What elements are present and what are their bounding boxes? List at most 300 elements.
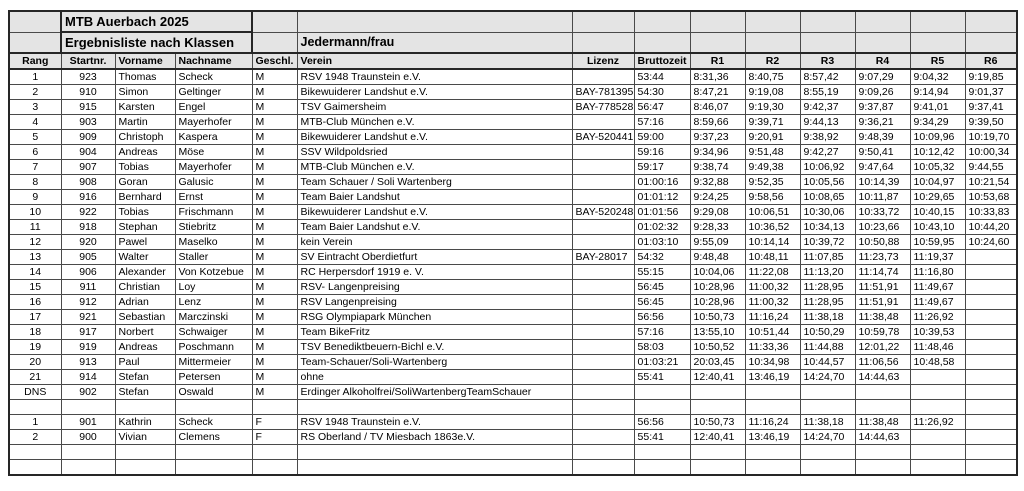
cell-r3: 11:38,18 [800,415,855,430]
cell-geschl: M [252,100,297,115]
cell-nachname: Mayerhofer [175,115,252,130]
cell-bruttozeit [634,400,690,415]
cell-nachname: Staller [175,250,252,265]
empty-cell [634,32,690,53]
col-header-r4: R4 [855,53,910,69]
cell-r5: 10:29,65 [910,190,965,205]
cell-startnr: 904 [61,145,115,160]
cell-startnr: 903 [61,115,115,130]
cell-r5: 10:43,10 [910,220,965,235]
cell-r6: 10:24,60 [965,235,1017,250]
col-header-startnr: Startnr. [61,53,115,69]
cell-vorname: Pawel [115,235,175,250]
list-subtitle: Ergebnisliste nach Klassen [61,32,252,53]
title-row-class [9,32,1017,53]
cell-r4: 9:48,39 [855,130,910,145]
cell-lizenz [572,400,634,415]
cell-r1: 8:47,21 [690,85,745,100]
cell-bruttozeit: 57:16 [634,115,690,130]
cell-verein: Team Baier Landshut e.V. [297,220,572,235]
cell-vorname: Tobias [115,205,175,220]
cell-vorname [115,445,175,460]
empty-cell [252,32,297,53]
cell-r6: 10:44,20 [965,220,1017,235]
col-header-r5: R5 [910,53,965,69]
cell-nachname: Marczinski [175,310,252,325]
table-row [9,250,1017,265]
cell-verein: RSV Langenpreising [297,295,572,310]
cell-r4: 9:09,26 [855,85,910,100]
cell-r2: 11:33,36 [745,340,800,355]
cell-nachname: Scheck [175,415,252,430]
cell-r5 [910,370,965,385]
cell-r2 [745,445,800,460]
table-row [9,295,1017,310]
cell-nachname: Poschmann [175,340,252,355]
cell-bruttozeit: 56:56 [634,415,690,430]
cell-r1: 9:37,23 [690,130,745,145]
cell-verein: TSV Gaimersheim [297,100,572,115]
cell-rang: 21 [9,370,61,385]
cell-verein: RSG Olympiapark München [297,310,572,325]
cell-r1: 10:28,96 [690,295,745,310]
cell-r4: 14:44,63 [855,370,910,385]
cell-nachname: Lenz [175,295,252,310]
cell-r2: 9:52,35 [745,175,800,190]
col-header-verein: Verein [297,53,572,69]
cell-bruttozeit: 01:03:21 [634,355,690,370]
cell-r2: 11:16,24 [745,415,800,430]
cell-startnr [61,460,115,476]
table-row [9,415,1017,430]
cell-r6 [965,280,1017,295]
cell-startnr: 920 [61,235,115,250]
cell-geschl: M [252,370,297,385]
cell-geschl: M [252,175,297,190]
col-header-r3: R3 [800,53,855,69]
cell-r2: 9:39,71 [745,115,800,130]
cell-geschl: M [252,85,297,100]
cell-lizenz [572,190,634,205]
cell-startnr: 914 [61,370,115,385]
cell-r6 [965,340,1017,355]
cell-r6 [965,445,1017,460]
empty-cell [745,11,800,32]
table-row [9,280,1017,295]
cell-bruttozeit: 59:17 [634,160,690,175]
cell-r1: 12:40,41 [690,370,745,385]
cell-verein: Bikewuiderer Landshut e.V. [297,130,572,145]
cell-r4: 11:51,91 [855,295,910,310]
cell-r6: 10:19,70 [965,130,1017,145]
cell-rang: 17 [9,310,61,325]
cell-bruttozeit: 53:44 [634,69,690,85]
table-row [9,400,1017,415]
empty-cell [572,11,634,32]
cell-r3: 10:08,65 [800,190,855,205]
cell-rang [9,400,61,415]
cell-r5: 9:34,29 [910,115,965,130]
cell-r3: 14:24,70 [800,370,855,385]
cell-r4: 10:33,72 [855,205,910,220]
cell-r4: 11:23,73 [855,250,910,265]
cell-r3: 10:39,72 [800,235,855,250]
cell-bruttozeit: 55:41 [634,370,690,385]
cell-rang: 15 [9,280,61,295]
cell-startnr: 916 [61,190,115,205]
cell-rang: 5 [9,130,61,145]
cell-r6 [965,250,1017,265]
class-name: Jedermann/frau [297,32,572,53]
cell-startnr: 902 [61,385,115,400]
cell-r3: 11:38,18 [800,310,855,325]
cell-verein [297,460,572,476]
cell-r3: 10:30,06 [800,205,855,220]
cell-lizenz [572,430,634,445]
cell-bruttozeit: 56:45 [634,280,690,295]
table-row [9,190,1017,205]
cell-r3: 11:28,95 [800,280,855,295]
cell-startnr: 911 [61,280,115,295]
cell-startnr: 913 [61,355,115,370]
table-row [9,175,1017,190]
cell-r6 [965,355,1017,370]
table-row [9,430,1017,445]
cell-bruttozeit: 55:41 [634,430,690,445]
cell-r3: 11:07,85 [800,250,855,265]
cell-r2: 13:46,19 [745,430,800,445]
cell-verein: Team-Schauer/Soli-Wartenberg [297,355,572,370]
cell-verein: TSV Benediktbeuern-Bichl e.V. [297,340,572,355]
cell-bruttozeit: 59:00 [634,130,690,145]
cell-r4: 11:38,48 [855,415,910,430]
cell-rang: 1 [9,69,61,85]
cell-r4: 11:51,91 [855,280,910,295]
cell-r4: 10:14,39 [855,175,910,190]
cell-r6: 10:00,34 [965,145,1017,160]
cell-lizenz [572,370,634,385]
cell-bruttozeit: 54:30 [634,85,690,100]
cell-rang: 7 [9,160,61,175]
cell-r4: 10:23,66 [855,220,910,235]
table-row [9,325,1017,340]
cell-r2: 9:58,56 [745,190,800,205]
cell-geschl: M [252,265,297,280]
cell-r2: 9:20,91 [745,130,800,145]
cell-nachname: Galusic [175,175,252,190]
cell-nachname [175,460,252,476]
results-table [8,10,1018,476]
cell-bruttozeit: 56:56 [634,310,690,325]
cell-r2: 10:51,44 [745,325,800,340]
empty-cell [910,32,965,53]
cell-r3: 8:57,42 [800,69,855,85]
cell-nachname: Geltinger [175,85,252,100]
empty-cell [9,32,61,53]
cell-r6: 9:19,85 [965,69,1017,85]
col-header-bruttozeit: Bruttozeit [634,53,690,69]
cell-nachname [175,400,252,415]
empty-cell [855,32,910,53]
cell-vorname: Paul [115,355,175,370]
cell-r6: 10:33,83 [965,205,1017,220]
cell-bruttozeit: 01:01:56 [634,205,690,220]
cell-geschl [252,460,297,476]
cell-r5: 11:49,67 [910,280,965,295]
cell-lizenz [572,460,634,476]
cell-r6 [965,295,1017,310]
cell-r2: 11:00,32 [745,280,800,295]
cell-r3: 10:44,57 [800,355,855,370]
cell-r5: 10:59,95 [910,235,965,250]
table-row [9,85,1017,100]
cell-vorname: Goran [115,175,175,190]
cell-verein: RC Herpersdorf 1919 e. V. [297,265,572,280]
cell-vorname: Adrian [115,295,175,310]
cell-r2: 9:19,08 [745,85,800,100]
cell-r6 [965,385,1017,400]
cell-startnr: 919 [61,340,115,355]
cell-r1 [690,400,745,415]
cell-r1: 9:55,09 [690,235,745,250]
cell-startnr: 917 [61,325,115,340]
cell-r5: 10:12,42 [910,145,965,160]
cell-verein: RS Oberland / TV Miesbach 1863e.V. [297,430,572,445]
cell-r3: 8:55,19 [800,85,855,100]
table-row [9,355,1017,370]
empty-cell [690,11,745,32]
cell-geschl [252,445,297,460]
cell-geschl: M [252,295,297,310]
cell-r1: 10:04,06 [690,265,745,280]
cell-startnr: 908 [61,175,115,190]
cell-verein: Bikewuiderer Landshut e.V. [297,85,572,100]
cell-rang: 1 [9,415,61,430]
cell-bruttozeit: 57:16 [634,325,690,340]
cell-nachname: Oswald [175,385,252,400]
cell-lizenz [572,445,634,460]
cell-nachname: Schwaiger [175,325,252,340]
cell-verein: MTB-Club München e.V. [297,115,572,130]
cell-verein: ohne [297,370,572,385]
cell-verein: RSV 1948 Traunstein e.V. [297,69,572,85]
table-row [9,160,1017,175]
cell-verein: Team BikeFritz [297,325,572,340]
cell-geschl [252,400,297,415]
cell-rang: 13 [9,250,61,265]
col-header-r6: R6 [965,53,1017,69]
cell-lizenz: BAY-28017 [572,250,634,265]
cell-lizenz [572,115,634,130]
cell-bruttozeit [634,445,690,460]
cell-lizenz [572,220,634,235]
cell-startnr: 905 [61,250,115,265]
cell-bruttozeit: 59:16 [634,145,690,160]
cell-r3: 11:28,95 [800,295,855,310]
cell-bruttozeit [634,385,690,400]
cell-lizenz [572,265,634,280]
table-row [9,220,1017,235]
cell-r1: 9:48,48 [690,250,745,265]
cell-vorname: Christian [115,280,175,295]
cell-r1: 9:34,96 [690,145,745,160]
cell-r3 [800,460,855,476]
cell-r1: 10:50,73 [690,415,745,430]
cell-r1: 10:50,52 [690,340,745,355]
cell-bruttozeit: 01:01:12 [634,190,690,205]
cell-r2: 11:16,24 [745,310,800,325]
empty-cell [800,32,855,53]
cell-startnr: 906 [61,265,115,280]
cell-lizenz [572,355,634,370]
cell-r3: 9:38,92 [800,130,855,145]
cell-lizenz [572,310,634,325]
cell-r4: 9:07,29 [855,69,910,85]
cell-rang: 10 [9,205,61,220]
cell-r5: 10:04,97 [910,175,965,190]
cell-lizenz: BAY-520248 [572,205,634,220]
cell-verein: Erdinger Alkoholfrei/SoliWartenbergTeamSchauer [297,385,572,400]
cell-verein: Team Schauer / Soli Wartenberg [297,175,572,190]
cell-bruttozeit: 58:03 [634,340,690,355]
cell-nachname: Von Kotzebue [175,265,252,280]
cell-r3 [800,445,855,460]
cell-lizenz [572,160,634,175]
cell-r2: 9:19,30 [745,100,800,115]
cell-rang: 12 [9,235,61,250]
empty-cell [634,11,690,32]
cell-r3: 9:42,37 [800,100,855,115]
cell-rang [9,445,61,460]
cell-geschl: M [252,190,297,205]
cell-vorname: Vivian [115,430,175,445]
cell-r4: 10:11,87 [855,190,910,205]
table-row [9,69,1017,85]
column-header-row [9,53,1017,69]
col-header-nachname: Nachname [175,53,252,69]
cell-r3: 10:06,92 [800,160,855,175]
cell-geschl: M [252,355,297,370]
cell-r2 [745,400,800,415]
table-row [9,100,1017,115]
cell-r1: 20:03,45 [690,355,745,370]
cell-r6: 9:44,55 [965,160,1017,175]
cell-lizenz [572,145,634,160]
cell-geschl: M [252,340,297,355]
cell-startnr: 912 [61,295,115,310]
cell-r3: 10:50,29 [800,325,855,340]
cell-r2: 10:14,14 [745,235,800,250]
cell-r3: 9:44,13 [800,115,855,130]
cell-r5: 10:05,32 [910,160,965,175]
cell-r2: 11:22,08 [745,265,800,280]
cell-r3: 10:05,56 [800,175,855,190]
cell-vorname: Walter [115,250,175,265]
empty-cell [800,11,855,32]
col-header-r2: R2 [745,53,800,69]
cell-bruttozeit: 01:02:32 [634,220,690,235]
cell-geschl: M [252,310,297,325]
cell-geschl: M [252,220,297,235]
cell-lizenz [572,235,634,250]
cell-rang: 19 [9,340,61,355]
cell-rang: 18 [9,325,61,340]
cell-geschl: M [252,69,297,85]
table-row [9,235,1017,250]
cell-nachname: Ernst [175,190,252,205]
table-row [9,205,1017,220]
cell-rang: 14 [9,265,61,280]
cell-rang: 20 [9,355,61,370]
cell-vorname: Sebastian [115,310,175,325]
cell-geschl: M [252,205,297,220]
cell-nachname: Scheck [175,69,252,85]
cell-startnr [61,445,115,460]
cell-verein: SSV Wildpoldsried [297,145,572,160]
cell-r6 [965,265,1017,280]
cell-lizenz [572,340,634,355]
cell-r2 [745,460,800,476]
cell-vorname: Simon [115,85,175,100]
cell-vorname [115,460,175,476]
cell-rang: 6 [9,145,61,160]
cell-vorname: Bernhard [115,190,175,205]
cell-geschl: F [252,430,297,445]
cell-geschl: M [252,385,297,400]
cell-rang: 2 [9,85,61,100]
cell-verein: kein Verein [297,235,572,250]
cell-vorname: Christoph [115,130,175,145]
cell-vorname: Tobias [115,160,175,175]
cell-r6 [965,310,1017,325]
col-header-lizenz: Lizenz [572,53,634,69]
cell-verein: Team Baier Landshut [297,190,572,205]
empty-cell [9,11,61,32]
cell-bruttozeit: 56:47 [634,100,690,115]
empty-cell [572,32,634,53]
cell-r2: 13:46,19 [745,370,800,385]
cell-geschl: M [252,130,297,145]
cell-r4: 11:06,56 [855,355,910,370]
empty-cell [745,32,800,53]
cell-bruttozeit: 01:03:10 [634,235,690,250]
cell-bruttozeit [634,460,690,476]
cell-r1: 10:50,73 [690,310,745,325]
cell-r6: 9:01,37 [965,85,1017,100]
cell-r2: 10:48,11 [745,250,800,265]
cell-rang: 2 [9,430,61,445]
cell-vorname: Andreas [115,340,175,355]
cell-r1: 9:28,33 [690,220,745,235]
cell-r5: 11:49,67 [910,295,965,310]
cell-bruttozeit: 54:32 [634,250,690,265]
cell-r2: 10:36,52 [745,220,800,235]
cell-verein: Bikewuiderer Landshut e.V. [297,205,572,220]
table-row [9,445,1017,460]
cell-vorname: Thomas [115,69,175,85]
cell-nachname: Frischmann [175,205,252,220]
cell-startnr: 921 [61,310,115,325]
cell-startnr [61,400,115,415]
cell-r5: 11:26,92 [910,310,965,325]
cell-geschl: M [252,160,297,175]
cell-r5 [910,385,965,400]
cell-r6 [965,370,1017,385]
cell-vorname: Norbert [115,325,175,340]
title-row-event [9,11,1017,32]
cell-geschl: M [252,325,297,340]
cell-r3: 9:42,27 [800,145,855,160]
